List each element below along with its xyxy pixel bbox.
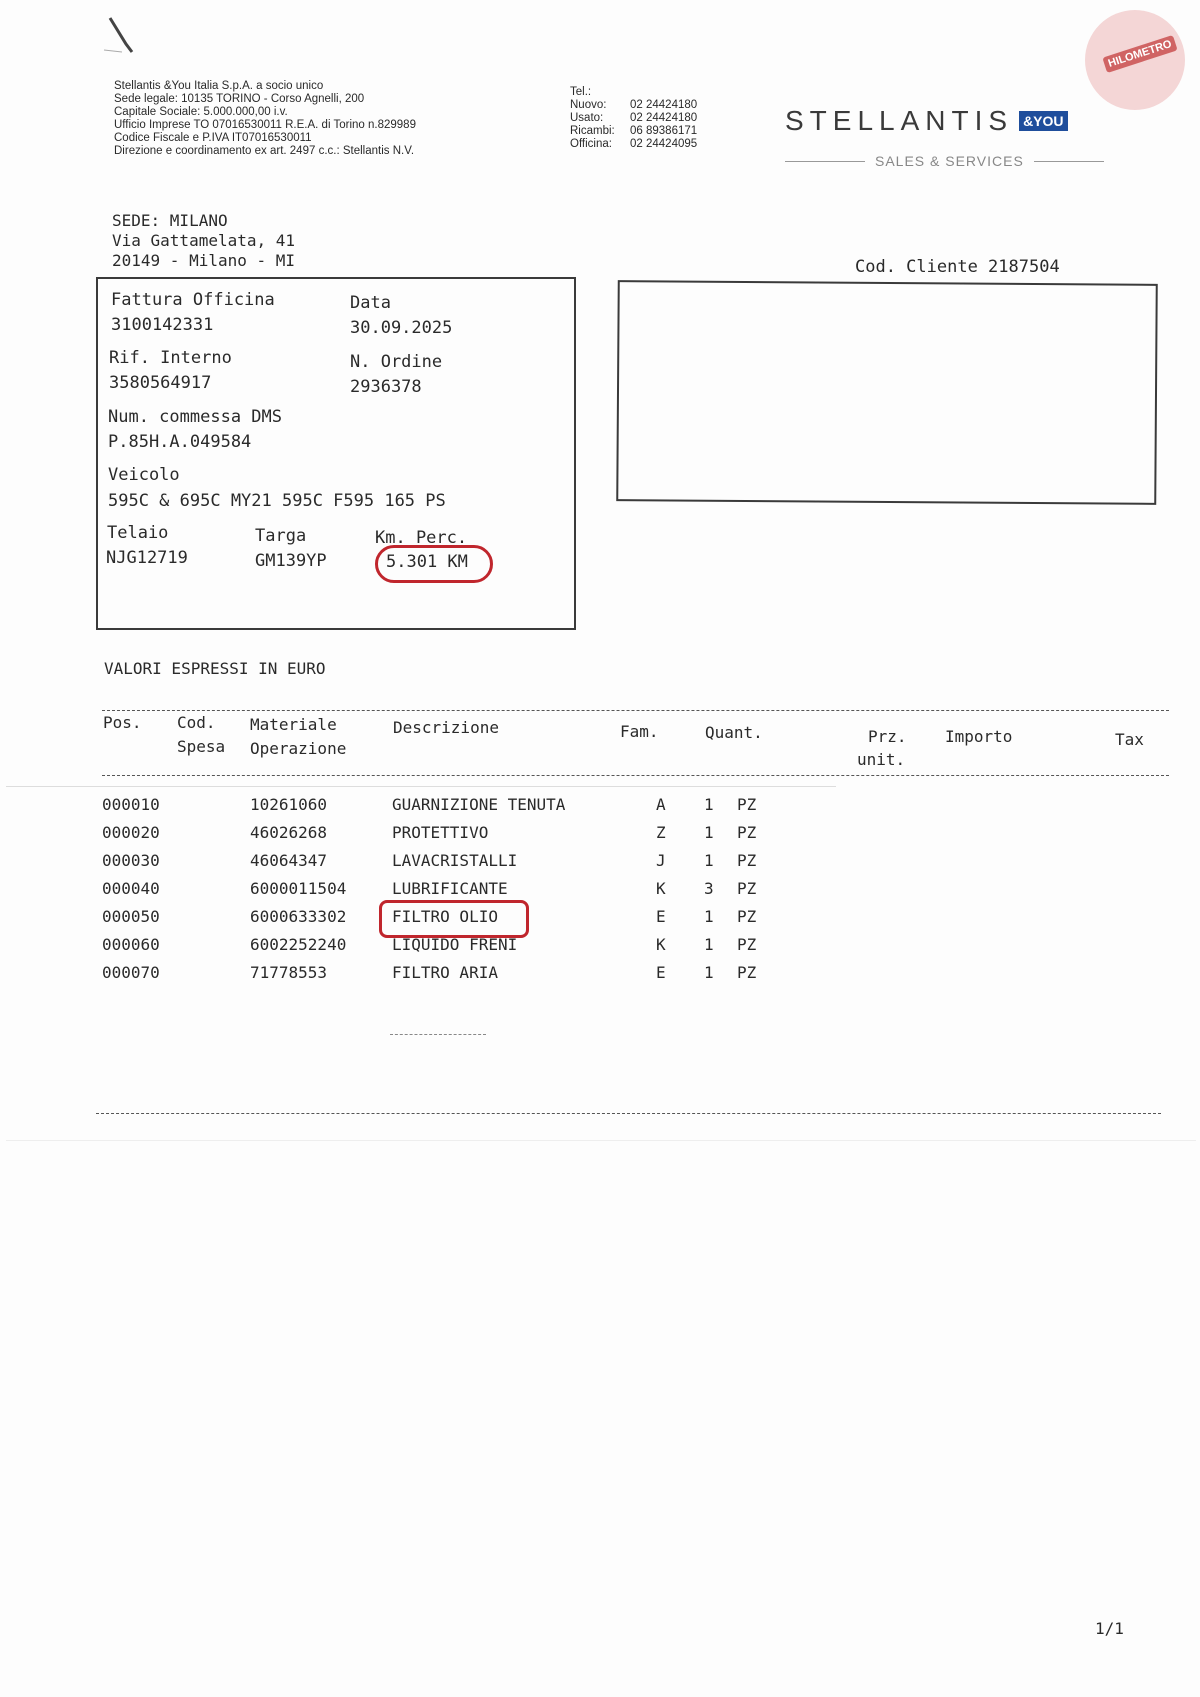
targa-value: GM139YP bbox=[255, 551, 327, 571]
row-materiale: 6000011504 bbox=[250, 879, 347, 898]
data-label: Data bbox=[350, 293, 391, 313]
stamp-text: HILOMETRO bbox=[1102, 35, 1177, 73]
row-qty: 3 bbox=[704, 879, 714, 898]
phone-list bbox=[570, 86, 697, 151]
stamp-seal bbox=[1085, 10, 1185, 110]
ordine-label: N. Ordine bbox=[350, 352, 443, 372]
cod-cliente: Cod. Cliente 2187504 bbox=[855, 257, 1060, 277]
ordine-value: 2936378 bbox=[350, 377, 422, 397]
company-line: Sede legale: 10135 TORINO - Corso Agnelli, 200 bbox=[114, 93, 365, 105]
company-line: Capitale Sociale: 5.000.000,00 i.v. bbox=[114, 106, 288, 118]
row-pos: 000050 bbox=[102, 907, 160, 926]
sede-line: Via Gattamelata, 41 bbox=[112, 231, 296, 250]
row-descrizione: FILTRO OLIO bbox=[392, 907, 498, 926]
row-pos: 000070 bbox=[102, 963, 160, 982]
row-descrizione: PROTETTIVO bbox=[392, 823, 489, 842]
row-qty: 1 bbox=[704, 851, 714, 870]
row-pos: 000030 bbox=[102, 851, 160, 870]
phone-label: Nuovo: bbox=[570, 99, 607, 111]
phone-row bbox=[570, 112, 697, 125]
row-pos: 000010 bbox=[102, 795, 160, 814]
header-pos: Pos. bbox=[103, 713, 142, 732]
logo-tagline: SALES & SERVICES bbox=[875, 153, 1024, 169]
phone-title: Tel.: bbox=[570, 86, 592, 98]
row-materiale: 46064347 bbox=[250, 851, 328, 870]
valori-label: VALORI ESPRESSI IN EURO bbox=[104, 659, 326, 678]
row-qty: 1 bbox=[704, 907, 714, 926]
customer-address-box bbox=[616, 280, 1158, 505]
phone-row bbox=[570, 138, 697, 151]
row-fam: A bbox=[656, 795, 666, 814]
logo-badge: &YOU bbox=[1019, 111, 1067, 131]
header-tax: Tax bbox=[1115, 730, 1144, 749]
company-line: Ufficio Imprese TO 07016530011 R.E.A. di Torino n.829989 bbox=[114, 119, 416, 131]
company-line: Direzione e coordinamento ex art. 2497 c.c.: Stellantis N.V. bbox=[114, 145, 415, 157]
telaio-label: Telaio bbox=[107, 523, 169, 543]
phone-label: Usato: bbox=[570, 112, 604, 124]
header-prz: Prz. bbox=[868, 727, 907, 746]
scan-line bbox=[6, 786, 836, 787]
row-pos: 000020 bbox=[102, 823, 160, 842]
pen-mark-icon bbox=[92, 14, 152, 58]
header-operazione: Operazione bbox=[250, 739, 347, 758]
phone-number: 02 24424180 bbox=[630, 99, 698, 111]
header-descrizione: Descrizione bbox=[393, 718, 499, 737]
table-row bbox=[0, 823, 1200, 847]
table-row bbox=[0, 879, 1200, 903]
fattura-label: Fattura Officina bbox=[111, 290, 275, 310]
data-value: 30.09.2025 bbox=[350, 318, 453, 338]
table-row bbox=[0, 963, 1200, 987]
row-unit: PZ bbox=[737, 907, 757, 926]
row-qty: 1 bbox=[704, 935, 714, 954]
row-unit: PZ bbox=[737, 823, 757, 842]
logo-wordmark: STELLANTIS bbox=[785, 105, 1014, 136]
phone-number: 02 24424180 bbox=[630, 112, 698, 124]
row-pos: 000060 bbox=[102, 935, 160, 954]
fattura-value: 3100142331 bbox=[111, 315, 214, 335]
telaio-value: NJG12719 bbox=[106, 548, 188, 568]
divider bbox=[102, 710, 1169, 711]
veicolo-value: 595C & 695C MY21 595C F595 165 PS bbox=[108, 491, 446, 511]
header-unit: unit. bbox=[857, 750, 906, 769]
commessa-label: Num. commessa DMS bbox=[108, 407, 282, 427]
row-materiale: 6000633302 bbox=[250, 907, 347, 926]
row-fam: Z bbox=[656, 823, 666, 842]
company-line: Stellantis &You Italia S.p.A. a socio unico bbox=[114, 80, 324, 92]
sede-line: SEDE: MILANO bbox=[112, 211, 228, 230]
row-qty: 1 bbox=[704, 823, 714, 842]
stellantis-logo bbox=[785, 105, 1125, 169]
row-qty: 1 bbox=[704, 963, 714, 982]
table-row bbox=[0, 935, 1200, 959]
phone-row bbox=[570, 125, 697, 138]
km-label: Km. Perc. bbox=[375, 528, 468, 548]
phone-label: Officina: bbox=[570, 138, 612, 150]
page-number: 1/1 bbox=[1095, 1619, 1124, 1638]
row-materiale: 71778553 bbox=[250, 963, 328, 982]
row-descrizione: FILTRO ARIA bbox=[392, 963, 498, 982]
row-qty: 1 bbox=[704, 795, 714, 814]
row-fam: K bbox=[656, 879, 666, 898]
divider bbox=[785, 161, 865, 162]
header-quant: Quant. bbox=[705, 723, 763, 742]
rif-label: Rif. Interno bbox=[109, 348, 232, 368]
company-info bbox=[114, 80, 416, 158]
header-cod-spesa: Spesa bbox=[177, 737, 226, 756]
row-fam: E bbox=[656, 907, 666, 926]
row-pos: 000040 bbox=[102, 879, 160, 898]
header-importo: Importo bbox=[945, 727, 1013, 746]
rif-value: 3580564917 bbox=[109, 373, 212, 393]
row-descrizione: LUBRIFICANTE bbox=[392, 879, 508, 898]
filtro-olio-highlight-box bbox=[379, 900, 529, 938]
row-materiale: 10261060 bbox=[250, 795, 328, 814]
row-unit: PZ bbox=[737, 879, 757, 898]
phone-label: Ricambi: bbox=[570, 125, 615, 137]
row-materiale: 6002252240 bbox=[250, 935, 347, 954]
km-value: 5.301 KM bbox=[386, 552, 468, 572]
veicolo-label: Veicolo bbox=[108, 465, 180, 485]
row-descrizione: LAVACRISTALLI bbox=[392, 851, 518, 870]
phone-row bbox=[570, 99, 697, 112]
table-row bbox=[0, 907, 1200, 931]
company-line: Codice Fiscale e P.IVA IT07016530011 bbox=[114, 132, 312, 144]
row-materiale: 46026268 bbox=[250, 823, 328, 842]
header-materiale: Materiale bbox=[250, 715, 337, 734]
targa-label: Targa bbox=[255, 526, 307, 546]
row-unit: PZ bbox=[737, 935, 757, 954]
row-descrizione: LIQUIDO FRENI bbox=[392, 935, 518, 954]
scan-artifact bbox=[390, 1034, 486, 1035]
table-row bbox=[0, 795, 1200, 819]
row-unit: PZ bbox=[737, 851, 757, 870]
row-fam: E bbox=[656, 963, 666, 982]
row-fam: K bbox=[656, 935, 666, 954]
phone-number: 06 89386171 bbox=[630, 125, 698, 137]
row-descrizione: GUARNIZIONE TENUTA bbox=[392, 795, 566, 814]
header-cod: Cod. bbox=[177, 713, 216, 732]
scan-line bbox=[6, 1140, 1196, 1141]
divider bbox=[96, 1113, 1161, 1114]
phone-number: 02 24424095 bbox=[630, 138, 698, 150]
row-fam: J bbox=[656, 851, 666, 870]
table-row bbox=[0, 851, 1200, 875]
divider bbox=[1034, 161, 1104, 162]
commessa-value: P.85H.A.049584 bbox=[108, 432, 252, 452]
row-unit: PZ bbox=[737, 963, 757, 982]
divider bbox=[102, 775, 1169, 776]
header-fam: Fam. bbox=[620, 722, 659, 741]
sede-address bbox=[112, 211, 295, 271]
sede-line: 20149 - Milano - MI bbox=[112, 251, 296, 270]
row-unit: PZ bbox=[737, 795, 757, 814]
